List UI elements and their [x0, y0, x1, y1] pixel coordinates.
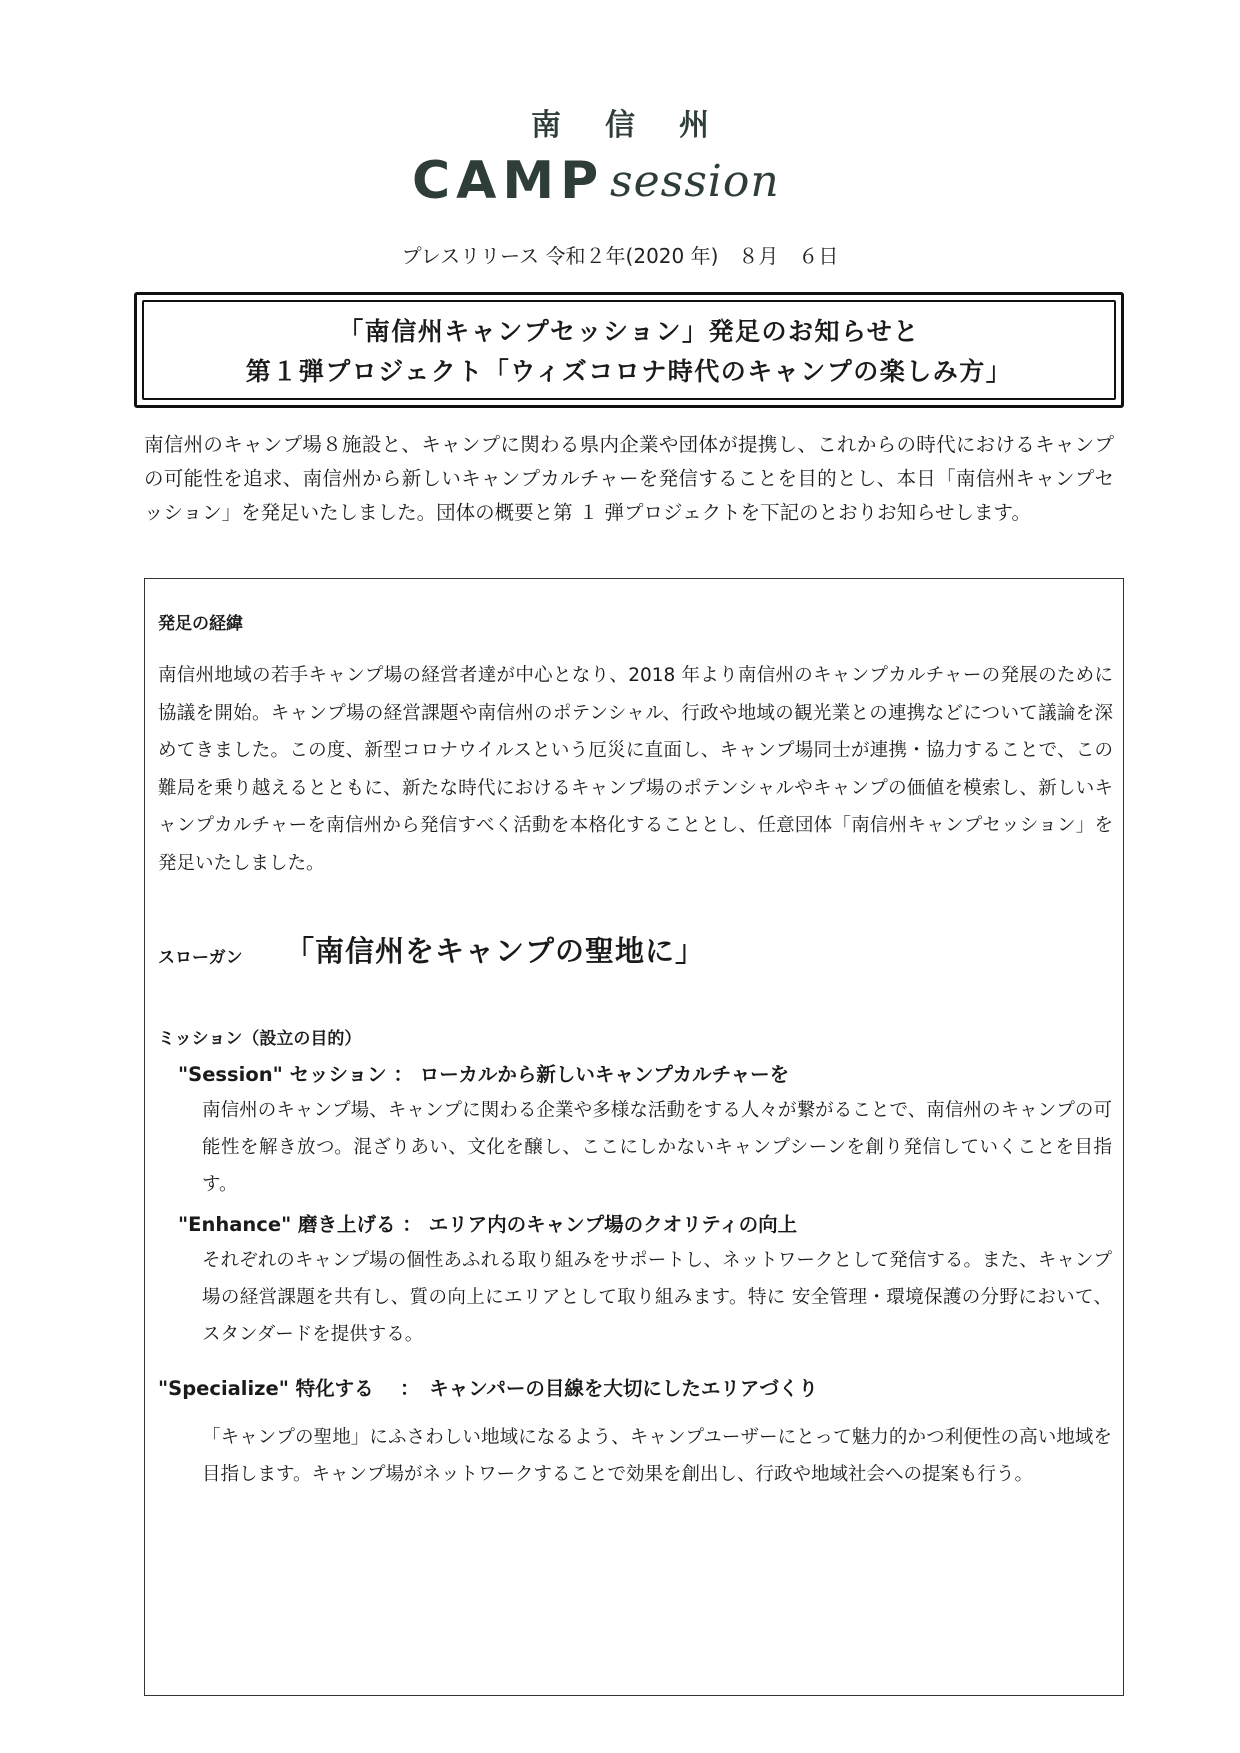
- title-line-2: 第１弾プロジェクト「ウィズコロナ時代のキャンプの楽しみ方」: [245, 357, 1013, 386]
- camp-session-logo: [412, 150, 832, 210]
- intro-paragraph: 南信州のキャンプ場８施設と、キャンプに関わる県内企業や団体が提携し、これからの時代におけるキャンプの可能性を追求、南信州から新しいキャンプカルチャーを発信することを目的とし、本日「南信州キャンプセッション」を発足いたしました。団体の概要と第 １ 弾プロジェクトを下記のとおりお知らせします。: [144, 433, 1114, 524]
- title-box: [134, 292, 1124, 408]
- content-box: [144, 578, 1124, 1696]
- logo-camp-text: CAMP: [412, 151, 605, 210]
- mission-item-enhance-body: それぞれのキャンプ場の個性あふれる取り組みをサポートし、ネットワークとして発信する。また、キャンプ場の経営課題を共有し、質の向上にエリアとして取り組みます。特に 安全管理・環境保護の分野において、スタンダードを提供する。: [202, 1250, 1112, 1345]
- slogan-label: スローガン: [158, 948, 243, 968]
- mission-item-enhance-title: "Enhance" 磨き上げる ： エリア内のキャンプ場のクオリティの向上: [178, 1213, 798, 1236]
- slogan-text: 「南信州をキャンプの聖地に」: [285, 934, 706, 968]
- mission-item-specialize-body: 「キャンプの聖地」にふさわしい地域になるよう、キャンプユーザーにとって魅力的かつ利便性の高い地域を目指します。キャンプ場がネットワークすることで効果を創出し、行政や地域社会への提案も行う。: [202, 1427, 1112, 1485]
- mission-item-session-title: "Session" セッション ： ローカルから新しいキャンプカルチャーを: [178, 1063, 790, 1086]
- logo-session-text: session: [610, 156, 780, 207]
- background-heading: 発足の経緯: [158, 614, 243, 634]
- title-line-1: 「南信州キャンプセッション」発足のお知らせと: [338, 317, 920, 346]
- background-body: 南信州地域の若手キャンプ場の経営者達が中心となり、2018 年より南信州のキャンプカルチャーの発展のために協議を開始。キャンプ場の経営課題や南信州のポテンシャル、行政や地域の観光業との連携などについて議論を深めてきました。この度、新型コロナウイルスという厄災に直面し、キャンプ場同士が連携・協力することで、この難局を乗り越えるとともに、新たな時代におけるキャンプ場のポテンシャルやキャンプの価値を模索し、新しいキャンプカルチャーを南信州から発信すべく活動を本格化することとし、任意団体「南信州キャンプセッション」を発足いたしました。: [158, 665, 1113, 874]
- mission-item-session-body: 南信州のキャンプ場、キャンプに関わる企業や多様な活動をする人々が繋がることで、南信州のキャンプの可能性を解き放つ。混ざりあい、文化を醸し、ここにしかないキャンプシーンを創り発信していくことを目指す。: [202, 1100, 1112, 1195]
- logo-kanji: 南信州: [531, 108, 753, 143]
- release-date-line: プレスリリース 令和２年(2020 年) ８月 ６日: [401, 244, 839, 268]
- mission-heading: ミッション（設立の目的）: [158, 1029, 362, 1049]
- mission-item-specialize-title: "Specialize" 特化する ： キャンパーの目線を大切にしたエリアづくり: [158, 1377, 818, 1400]
